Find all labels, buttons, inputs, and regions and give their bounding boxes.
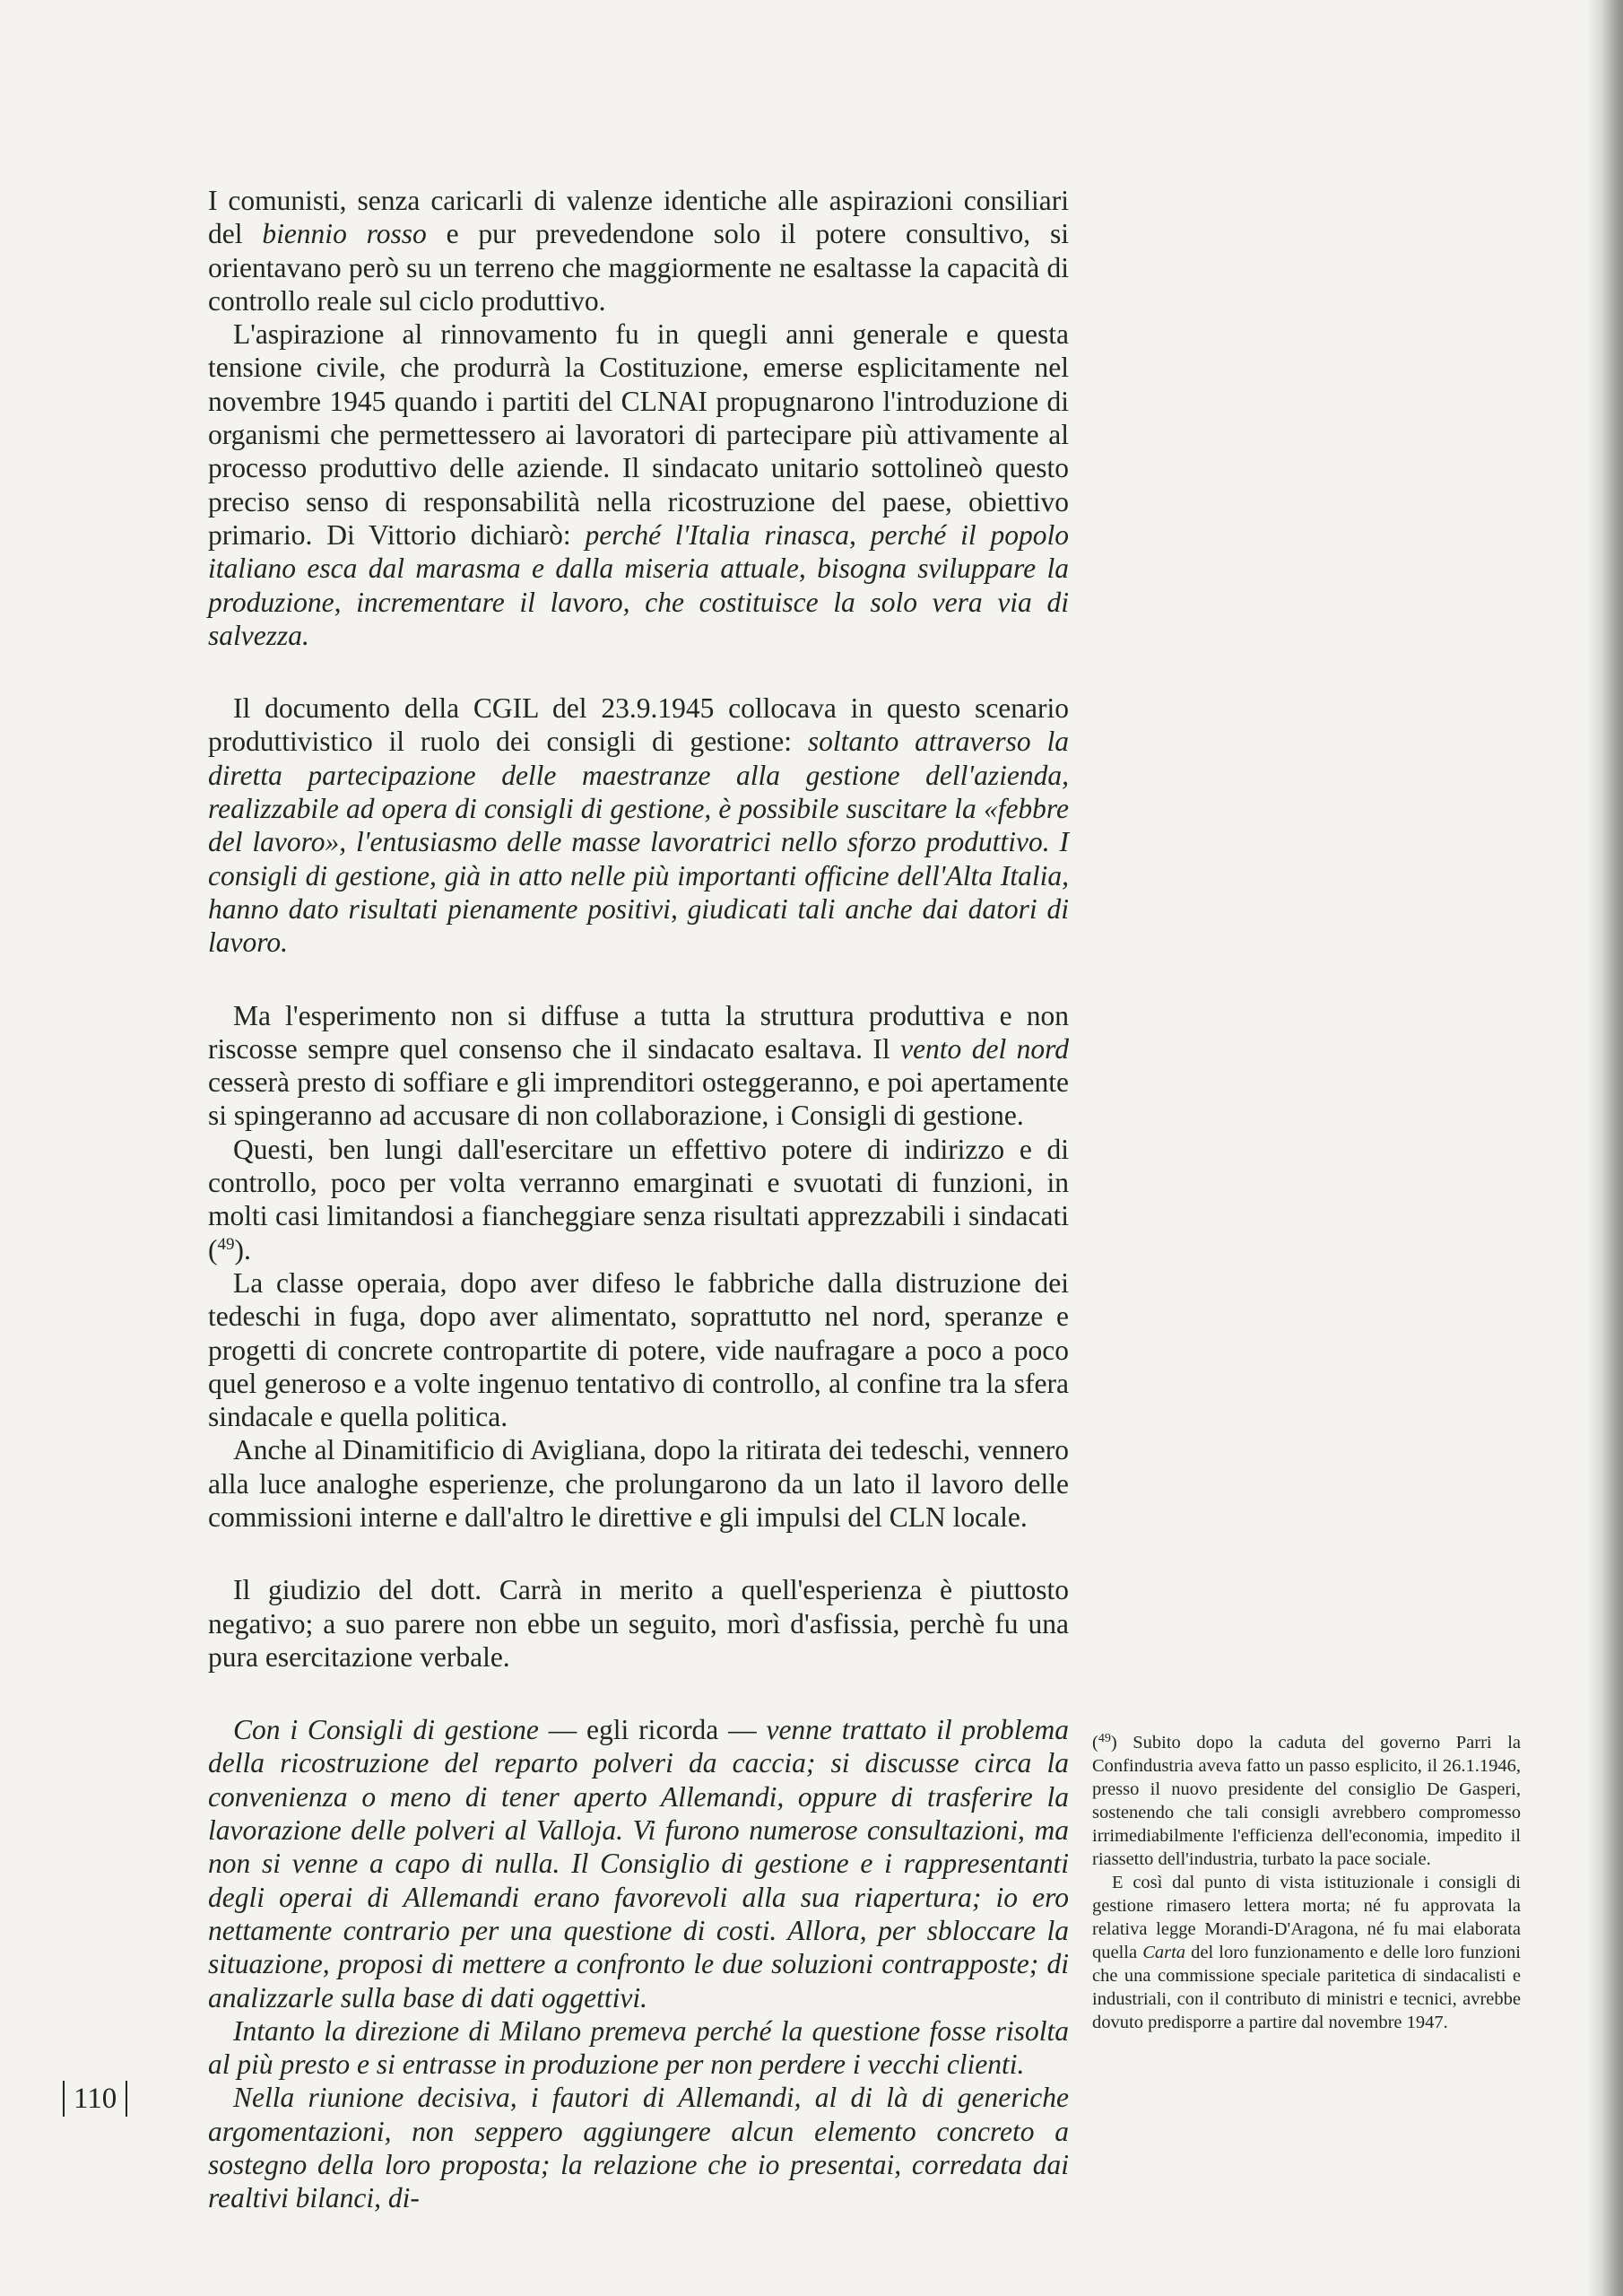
footnote-paragraph: E così dal punto di vista istituzionale i consigli di gestione rimasero lettera morta; né fu approvata la relativa legge Morandi-D'Aragona, né fu mai elaborata quella Carta del loro funzionamento e delle loro funzioni che una commissione speciale paritetica di sindacalisti e industriali, con il contributo di ministri e tecnici, avrebbe dovuto predisporre a partire dal novembre 1947. xyxy=(1092,1873,1521,2032)
paragraph: Questi, ben lungi dall'esercitare un effettivo potere di indirizzo e di controllo, poco per volta verranno emarginati e svuotati di funzioni, in molti casi limitandosi a fiancheggiare senza risultati apprezzabili i sindacati ($^{49}$). xyxy=(208,1133,1069,1265)
paragraph: Il giudizio del dott. Carrà in merito a quell'esperienza è piuttosto negativo; a suo parere non ebbe un seguito, morì d'asfissia, perchè fu una pura esercitazione verbale. xyxy=(208,1574,1069,1673)
page-number-rule-right xyxy=(126,2081,127,2117)
main-text-column xyxy=(208,184,1069,2215)
page-edge-shadow xyxy=(1587,0,1623,2296)
footnote-paragraph: ($^{49}$) Subito dopo la caduta del governo Parri la Confindustria aveva fatto un passo esplicito, il 26.1.1946, presso il nuovo presidente del consiglio De Gasperi, sostenendo che tali consigli avrebbero compromesso irrimediabilmente l'efficienza dell'economia, impedito il riassetto dell'industria, turbato la pace sociale. xyxy=(1092,1732,1521,1869)
quote-paragraph: Con i Consigli di gestione — egli ricorda — venne trattato il problema della ricostruzione del reparto polveri da caccia; si discusse circa la convenienza o meno di tener aperto Allemandi, oppure di trasferire la lavorazione delle polveri al Valloja. Vi furono numerose consultazioni, ma non si venne a capo di nulla. Il Consiglio di gestione e i rappresentanti degli operai di Allemandi erano favorevoli alla sua riapertura; io ero nettamente contrario per una questione di costi. Allora, per sbloccare la situazione, proposi di mettere a confronto le due soluzioni contrapposte; di analizzarle sulla base di dati oggettivi. xyxy=(208,1714,1070,2013)
paragraph: Anche al Dinamitificio di Avigliana, dopo la ritirata dei tedeschi, vennero alla luce analoghe esperienze, che prolungarono da un lato il lavoro delle commissioni interne e dall'altro le direttive e gli impulsi del CLN locale. xyxy=(208,1434,1069,1533)
quote-paragraph: Intanto la direzione di Milano premeva perché la questione fosse risolta al più presto e si entrasse in produzione per non perdere i vecchi clienti. xyxy=(208,2014,1069,2081)
quote-paragraph: Nella riunione decisiva, i fautori di Allemandi, al di là di generiche argomentazioni, non seppero aggiungere alcun elemento concreto a sostegno della loro proposta; la relazione che io presentai, corredata dai realtivi bilanci, di- xyxy=(208,2082,1069,2214)
page-number xyxy=(63,2079,127,2118)
footnote-marker: 49 xyxy=(1098,1732,1111,1745)
paragraph: Il documento della CGIL del 23.9.1945 collocava in questo scenario produttivistico il ruolo dei consigli di gestione: soltanto attraverso la diretta partecipazione delle maestranze alla gestione dell'azienda, realizzabile ad opera di consigli di gestione, è possibile suscitare la «febbre del lavoro», l'entusiasmo delle masse lavoratrici nello sforzo produttivo. I consigli di gestione, già in atto nelle più importanti officine dell'Alta Italia, hanno dato risultati pienamente positivi, giudicati tali anche dai datori di lavoro. xyxy=(208,692,1069,959)
paragraph: Ma l'esperimento non si diffuse a tutta la struttura produttiva e non riscosse sempre quel consenso che il sindacato esaltava. Il vento del nord cesserà presto di soffiare e gli imprenditori osteggeranno, e poi apertamente si spingeranno ad accusare di non collaborazione, i Consigli di gestione. xyxy=(208,999,1069,1132)
paragraph: L'aspirazione al rinnovamento fu in quegli anni generale e questa tensione civile, che produrrà la Costituzione, emerse esplicitamente nel novembre 1945 quando i partiti del CLNAI propugnarono l'introduzione di organismi che permettessero ai lavoratori di partecipare più attivamente al processo produttivo delle aziende. Il sindacato unitario sottolineò questo preciso senso di responsabilità nella ricostruzione del paese, obiettivo primario. Di Vittorio dichiarò: perché l'Italia rinasca, perché il popolo italiano esca dal marasma e dalla miseria attuale, bisogna sviluppare la produzione, incrementare il lavoro, che costituisce la solo vera via di salvezza. xyxy=(208,318,1069,651)
paragraph: La classe operaia, dopo aver difeso le fabbriche dalla distruzione dei tedeschi in fuga, dopo aver alimentato, soprattutto nel nord, speranze e progetti di concrete contropartite di potere, vide naufragare a poco a poco quel generoso e a volte ingenuo tentativo di controllo, al confine tra la sfera sindacale e quella politica. xyxy=(208,1266,1069,1433)
paragraph: I comunisti, senza caricarli di valenze identiche alle aspirazioni consiliari del biennio rosso e pur prevedendone solo il potere consultivo, si orientavano però su un terreno che maggiormente ne esaltasse la capacità di controllo reale sul ciclo produttivo. xyxy=(208,185,1069,317)
footnote-reference[interactable]: 49 xyxy=(217,1234,235,1254)
footnote-column xyxy=(1092,1731,1521,2034)
page-number-text: 110 xyxy=(74,2083,117,2115)
